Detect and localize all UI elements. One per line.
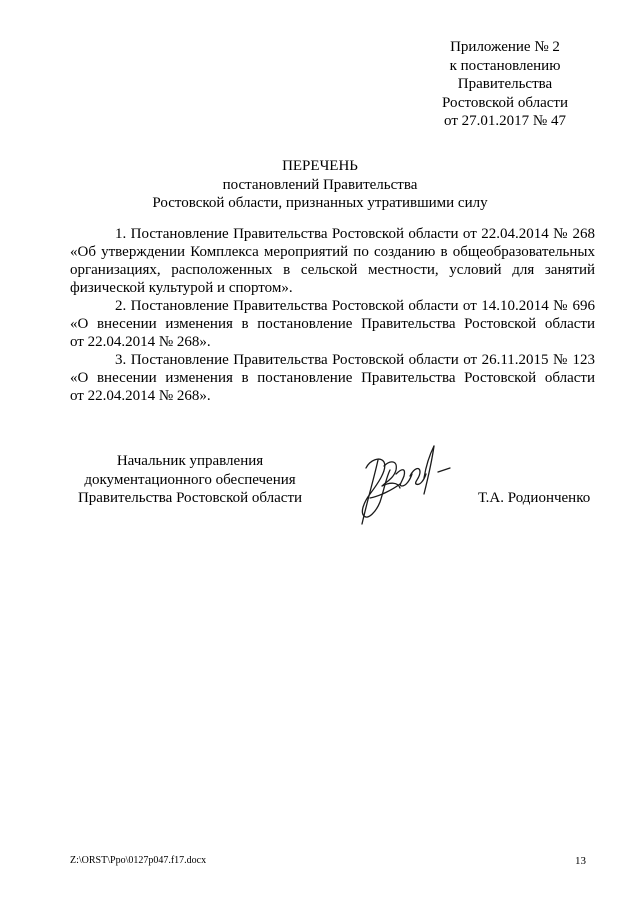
signatory-position: [70, 452, 310, 508]
appendix-line: от 27.01.2017 № 47: [444, 113, 566, 129]
list-item: [70, 225, 595, 297]
appendix-line: к постановлению: [449, 57, 561, 74]
list-item: [70, 297, 595, 351]
title-subtitle-line: постановлений Правительства: [222, 176, 418, 193]
list-item-line: от 22.04.2014 № 268».: [70, 334, 211, 350]
list-item-line: физической культурой и спортом».: [70, 280, 293, 296]
list-item-line: «О внесении изменения в постановление Правительства Ростовской области: [70, 316, 595, 332]
list-item-line: 1. Постановление Правительства Ростовской области от 22.04.2014 № 268: [115, 226, 595, 242]
handwritten-signature: [340, 438, 460, 533]
list-item-line: организациях, расположенных в сельской местности, условий для занятий: [70, 262, 595, 278]
list-item-line: «О внесении изменения в постановление Правительства Ростовской области: [70, 370, 595, 386]
list-item-line: 3. Постановление Правительства Ростовской области от 26.11.2015 № 123: [115, 352, 595, 368]
list-item-line: 2. Постановление Правительства Ростовской области от 14.10.2014 № 696: [115, 298, 595, 314]
title-heading: ПЕРЕЧЕНЬ: [282, 158, 358, 174]
appendix-line: Правительства: [457, 76, 553, 92]
appendix-reference: [400, 38, 610, 131]
footer-file-path: Z:\ORST\Ppo\0127p047.f17.docx: [70, 855, 207, 866]
appendix-line: Ростовской области: [442, 94, 568, 111]
list-item-line: «Об утверждении Комплекса мероприятий по созданию в общеобразовательных: [70, 244, 595, 260]
signatory-position-line: Начальник управления: [116, 453, 264, 469]
list-item-line: от 22.04.2014 № 268».: [70, 388, 211, 404]
list-item: [70, 351, 595, 405]
signatory-position-line: Правительства Ростовской области: [77, 490, 303, 506]
title-subtitle-line: Ростовской области, признанных утратившими силу: [152, 195, 488, 211]
signatory-position-line: документационного обеспечения: [84, 471, 296, 488]
page-number: 13: [575, 855, 586, 867]
document-title: [0, 157, 640, 213]
signatory-name: Т.А. Родионченко: [478, 490, 591, 506]
appendix-line: Приложение № 2: [450, 39, 560, 55]
resolutions-list: [70, 225, 595, 405]
